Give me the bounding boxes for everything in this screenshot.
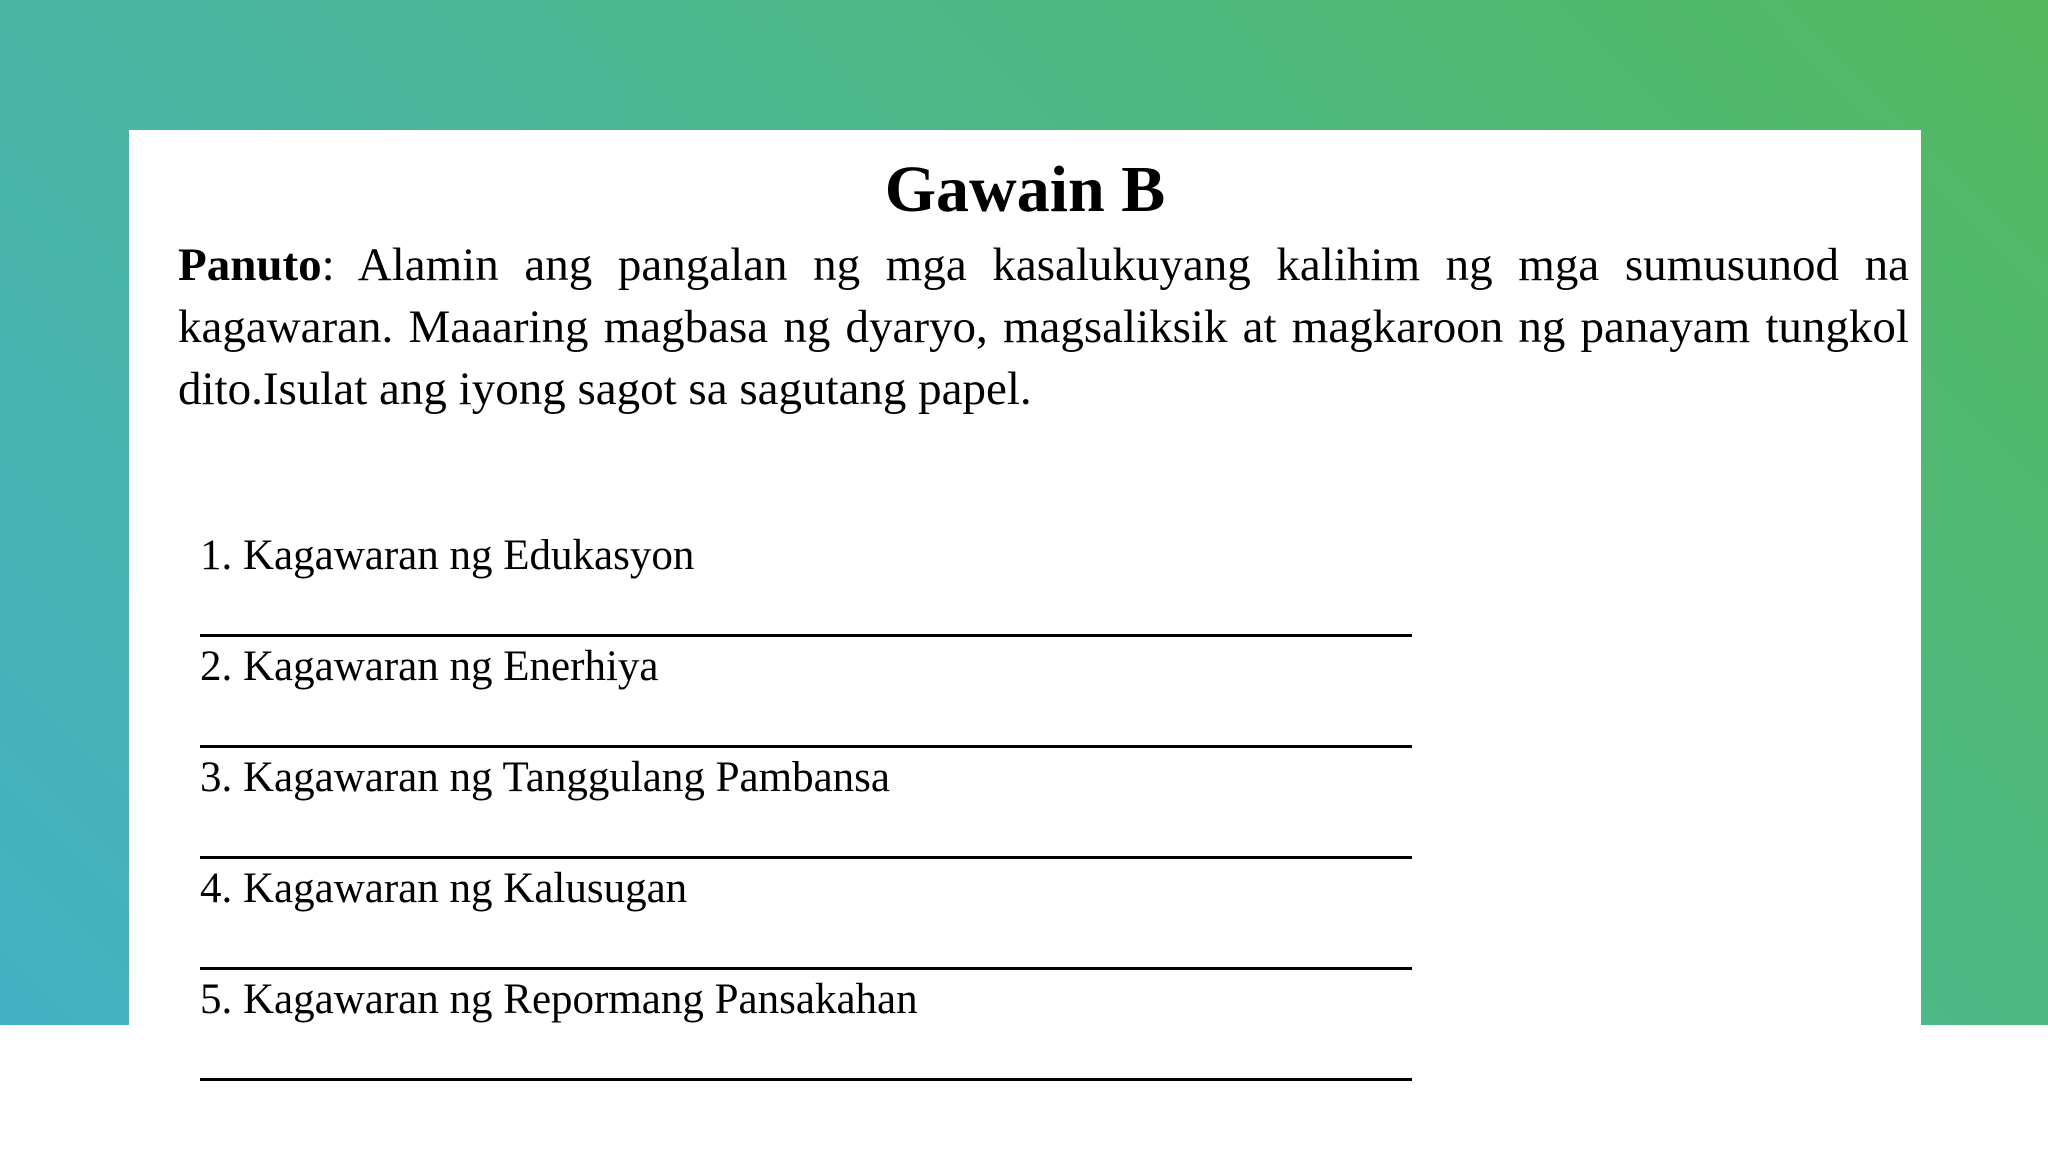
list-item	[200, 863, 1412, 974]
list-item-label: 1. Kagawaran ng Edukasyon	[200, 532, 695, 579]
answer-line	[200, 856, 1412, 859]
slide-card	[129, 130, 1921, 1153]
instructions-separator: :	[321, 239, 358, 291]
instructions-text: Alamin ang pangalan ng mga kasalukuyang kalihim ng mga sumusunod na kagawaran. Maaaring magbasa ng dyaryo, magsaliksik at magkaroon ng panayam tungkol dito.Isulat ang iyong sagot sa sagutang papel.	[178, 239, 1909, 415]
answer-line	[200, 967, 1412, 970]
list-item-label: 5. Kagawaran ng Repormang Pansakahan	[200, 976, 918, 1023]
instructions-paragraph	[178, 234, 1909, 420]
list-item	[200, 641, 1412, 752]
list-item	[200, 530, 1412, 641]
answer-line	[200, 634, 1412, 637]
answer-line	[200, 1078, 1412, 1081]
list-item-label: 2. Kagawaran ng Enerhiya	[200, 643, 659, 690]
answer-line	[200, 745, 1412, 748]
list-item-label: 3. Kagawaran ng Tanggulang Pambansa	[200, 754, 890, 801]
department-list	[200, 530, 1412, 1085]
instructions-label: Panuto	[178, 239, 322, 291]
page-title: Gawain B	[884, 153, 1166, 226]
list-item-label: 4. Kagawaran ng Kalusugan	[200, 865, 688, 912]
list-item	[200, 974, 1412, 1085]
list-item	[200, 752, 1412, 863]
